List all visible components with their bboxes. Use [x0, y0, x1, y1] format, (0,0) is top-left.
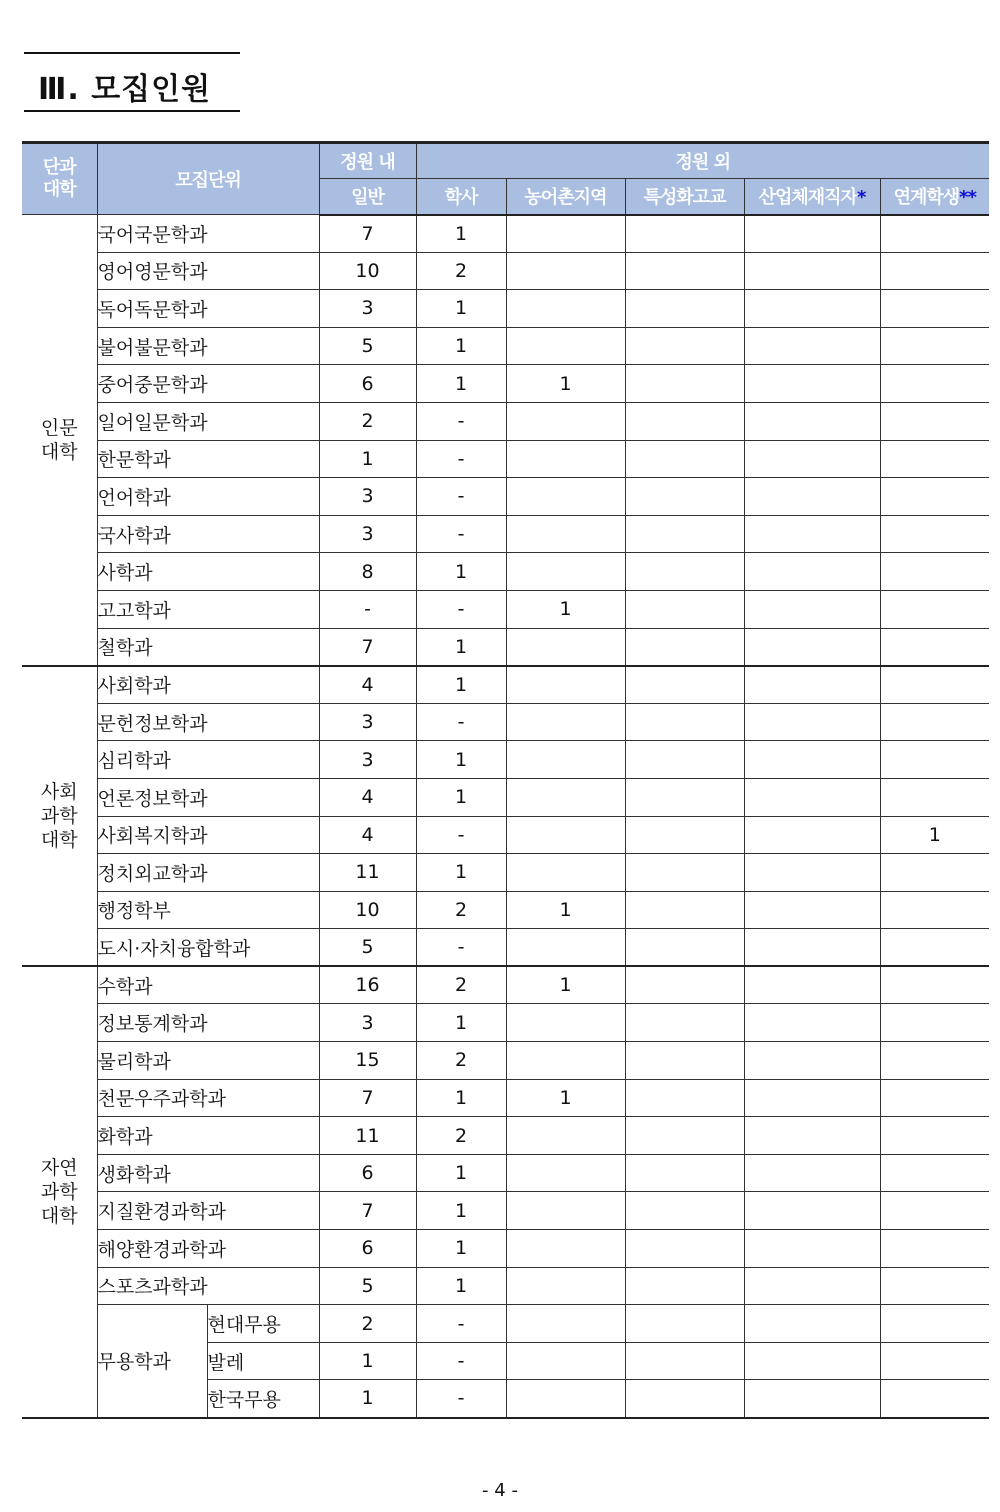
cell-linked [880, 1230, 989, 1268]
table-row [22, 478, 989, 516]
table-row [22, 1042, 989, 1080]
cell-bachelor: 1 [416, 1267, 506, 1305]
cell-bachelor: 1 [416, 1079, 506, 1117]
cell-specialized [625, 252, 744, 290]
cell-bachelor: 1 [416, 854, 506, 892]
cell-linked [880, 854, 989, 892]
cell-specialized [625, 1004, 744, 1042]
cell-industry [744, 1230, 880, 1268]
department-name: 행정학부 [97, 891, 319, 929]
section-title: Ⅲ. 모집인원 [38, 72, 212, 107]
department-name: 한문학과 [97, 440, 319, 478]
cell-specialized [625, 628, 744, 666]
department-name: 해양환경과학과 [97, 1230, 319, 1268]
header-industry-mark: * [856, 187, 866, 209]
cell-linked [880, 1342, 989, 1380]
department-name: 천문우주과학과 [97, 1079, 319, 1117]
cell-linked: 1 [880, 816, 989, 854]
department-name: 국어국문학과 [97, 215, 319, 253]
header-industry-label: 산업체재직자 [758, 187, 857, 209]
cell-general: 5 [319, 1267, 416, 1305]
cell-rural [506, 1267, 625, 1305]
cell-general: 8 [319, 553, 416, 591]
cell-general: 2 [319, 1305, 416, 1343]
cell-industry [744, 778, 880, 816]
cell-linked [880, 966, 989, 1004]
cell-general: 1 [319, 440, 416, 478]
cell-linked [880, 553, 989, 591]
header-inside-quota: 정원 내 [319, 143, 416, 179]
college-name-label: 사회 과학 대학 [40, 781, 78, 851]
cell-industry [744, 1267, 880, 1305]
cell-specialized [625, 1380, 744, 1418]
cell-industry [744, 929, 880, 967]
cell-linked [880, 778, 989, 816]
cell-industry [744, 215, 880, 253]
cell-industry [744, 966, 880, 1004]
college-name-label: 인문 대학 [40, 416, 78, 463]
cell-bachelor: - [416, 703, 506, 741]
cell-specialized [625, 1042, 744, 1080]
cell-bachelor: - [416, 590, 506, 628]
table-row [22, 515, 989, 553]
cell-linked [880, 215, 989, 253]
department-name: 철학과 [97, 628, 319, 666]
department-name: 국사학과 [97, 515, 319, 553]
cell-general: 3 [319, 478, 416, 516]
cell-linked [880, 1192, 989, 1230]
cell-general: 7 [319, 215, 416, 253]
cell-linked [880, 478, 989, 516]
table-row [22, 1154, 989, 1192]
cell-linked [880, 590, 989, 628]
cell-bachelor: - [416, 1305, 506, 1343]
cell-linked [880, 666, 989, 704]
department-name: 중어중문학과 [97, 365, 319, 403]
college-name-label: 자연 과학 대학 [40, 1156, 78, 1227]
cell-rural [506, 1042, 625, 1080]
cell-general: 3 [319, 703, 416, 741]
cell-industry [744, 891, 880, 929]
cell-rural: 1 [506, 365, 625, 403]
cell-rural [506, 778, 625, 816]
cell-rural [506, 628, 625, 666]
header-specialized-hs: 특성화고교 [625, 179, 744, 215]
cell-bachelor: 1 [416, 1004, 506, 1042]
table-row [22, 1267, 989, 1305]
department-name: 심리학과 [97, 741, 319, 779]
department-name: 수학과 [97, 966, 319, 1004]
college-name [22, 666, 97, 967]
cell-general: 6 [319, 1154, 416, 1192]
cell-rural [506, 215, 625, 253]
cell-specialized [625, 778, 744, 816]
cell-linked [880, 365, 989, 403]
table-row [22, 1305, 989, 1343]
cell-industry [744, 1192, 880, 1230]
cell-rural [506, 1004, 625, 1042]
cell-specialized [625, 1154, 744, 1192]
cell-specialized [625, 478, 744, 516]
cell-general: 5 [319, 929, 416, 967]
table-row [22, 1117, 989, 1155]
department-name: 고고학과 [97, 590, 319, 628]
cell-specialized [625, 215, 744, 253]
cell-industry [744, 327, 880, 365]
cell-linked [880, 1004, 989, 1042]
cell-linked [880, 703, 989, 741]
cell-linked [880, 327, 989, 365]
sub-department-name: 한국무용 [207, 1380, 319, 1418]
cell-bachelor: 2 [416, 891, 506, 929]
cell-rural [506, 816, 625, 854]
cell-rural [506, 252, 625, 290]
cell-industry [744, 515, 880, 553]
cell-specialized [625, 816, 744, 854]
header-unit: 모집단위 [97, 143, 319, 215]
cell-rural [506, 854, 625, 892]
cell-general: 6 [319, 365, 416, 403]
department-name: 정치외교학과 [97, 854, 319, 892]
cell-specialized [625, 703, 744, 741]
cell-specialized [625, 1267, 744, 1305]
cell-rural [506, 929, 625, 967]
cell-bachelor: - [416, 402, 506, 440]
table-row [22, 327, 989, 365]
cell-bachelor: 2 [416, 1042, 506, 1080]
cell-bachelor: - [416, 440, 506, 478]
cell-general: 2 [319, 402, 416, 440]
cell-rural [506, 666, 625, 704]
table-row [22, 1230, 989, 1268]
department-name: 문헌정보학과 [97, 703, 319, 741]
department-name: 언어학과 [97, 478, 319, 516]
cell-bachelor: 1 [416, 290, 506, 328]
table-row [22, 1079, 989, 1117]
cell-specialized [625, 553, 744, 591]
cell-general: 4 [319, 666, 416, 704]
header-general: 일반 [319, 179, 416, 215]
cell-rural [506, 290, 625, 328]
header-linked-label: 연계학생 [893, 187, 960, 209]
cell-bachelor: - [416, 1342, 506, 1380]
cell-rural [506, 553, 625, 591]
cell-specialized [625, 891, 744, 929]
cell-general: 1 [319, 1380, 416, 1418]
department-name: 사학과 [97, 553, 319, 591]
cell-specialized [625, 327, 744, 365]
cell-rural: 1 [506, 1079, 625, 1117]
cell-bachelor: 1 [416, 1154, 506, 1192]
cell-linked [880, 929, 989, 967]
table-row [22, 628, 989, 666]
cell-general: 10 [319, 891, 416, 929]
cell-rural [506, 1192, 625, 1230]
cell-specialized [625, 1117, 744, 1155]
cell-bachelor: 1 [416, 666, 506, 704]
recruitment-table [22, 141, 989, 1419]
cell-linked [880, 515, 989, 553]
cell-bachelor: 1 [416, 778, 506, 816]
cell-general: 3 [319, 741, 416, 779]
cell-industry [744, 854, 880, 892]
cell-rural: 1 [506, 590, 625, 628]
cell-industry [744, 478, 880, 516]
table-row [22, 854, 989, 892]
cell-rural [506, 1305, 625, 1343]
cell-linked [880, 741, 989, 779]
cell-general: 1 [319, 1342, 416, 1380]
cell-industry [744, 252, 880, 290]
department-name: 생화학과 [97, 1154, 319, 1192]
header-college [22, 143, 97, 215]
cell-linked [880, 1305, 989, 1343]
table-row [22, 966, 989, 1004]
cell-general: 6 [319, 1230, 416, 1268]
cell-bachelor: 2 [416, 1117, 506, 1155]
cell-specialized [625, 966, 744, 1004]
header-linked [880, 179, 989, 215]
table-row [22, 440, 989, 478]
cell-rural [506, 327, 625, 365]
cell-specialized [625, 290, 744, 328]
cell-industry [744, 290, 880, 328]
table-row [22, 703, 989, 741]
table-row [22, 1192, 989, 1230]
college-name [22, 966, 97, 1417]
cell-specialized [625, 402, 744, 440]
cell-bachelor: - [416, 478, 506, 516]
header-outside-quota: 정원 외 [416, 143, 989, 179]
table-row [22, 252, 989, 290]
cell-bachelor: 1 [416, 553, 506, 591]
department-name: 물리학과 [97, 1042, 319, 1080]
cell-linked [880, 891, 989, 929]
department-name: 독어독문학과 [97, 290, 319, 328]
cell-specialized [625, 365, 744, 403]
table-row [22, 365, 989, 403]
department-name: 언론정보학과 [97, 778, 319, 816]
table-row [22, 215, 989, 253]
cell-specialized [625, 1230, 744, 1268]
cell-bachelor: 1 [416, 365, 506, 403]
cell-specialized [625, 1192, 744, 1230]
cell-linked [880, 1042, 989, 1080]
cell-general: 7 [319, 1079, 416, 1117]
table-body [22, 215, 989, 1418]
department-name: 무용학과 [97, 1305, 207, 1418]
department-name: 일어일문학과 [97, 402, 319, 440]
cell-linked [880, 290, 989, 328]
cell-linked [880, 1079, 989, 1117]
table-header [22, 143, 989, 215]
cell-linked [880, 1380, 989, 1418]
cell-industry [744, 1154, 880, 1192]
cell-rural [506, 741, 625, 779]
cell-rural [506, 1380, 625, 1418]
header-rural: 농어촌지역 [506, 179, 625, 215]
cell-industry [744, 553, 880, 591]
cell-industry [744, 1342, 880, 1380]
college-name [22, 215, 97, 666]
cell-rural: 1 [506, 966, 625, 1004]
table-row [22, 816, 989, 854]
cell-linked [880, 1267, 989, 1305]
table-row [22, 402, 989, 440]
cell-general: 4 [319, 816, 416, 854]
cell-general: 5 [319, 327, 416, 365]
cell-linked [880, 440, 989, 478]
cell-rural [506, 515, 625, 553]
table-row [22, 290, 989, 328]
cell-general: 10 [319, 252, 416, 290]
department-name: 도시·자치융합학과 [97, 929, 319, 967]
cell-specialized [625, 854, 744, 892]
sub-department-name: 발레 [207, 1342, 319, 1380]
cell-industry [744, 628, 880, 666]
cell-industry [744, 1079, 880, 1117]
cell-industry [744, 816, 880, 854]
cell-linked [880, 628, 989, 666]
cell-linked [880, 1154, 989, 1192]
department-name: 정보통계학과 [97, 1004, 319, 1042]
department-name: 화학과 [97, 1117, 319, 1155]
cell-bachelor: 1 [416, 741, 506, 779]
cell-bachelor: - [416, 515, 506, 553]
cell-general: 4 [319, 778, 416, 816]
cell-specialized [625, 515, 744, 553]
cell-rural [506, 1117, 625, 1155]
header-bachelor: 학사 [416, 179, 506, 215]
cell-general: - [319, 590, 416, 628]
cell-general: 3 [319, 515, 416, 553]
cell-rural [506, 440, 625, 478]
cell-bachelor: 1 [416, 1192, 506, 1230]
cell-industry [744, 1380, 880, 1418]
section-title-box [24, 52, 240, 112]
cell-bachelor: 2 [416, 966, 506, 1004]
cell-specialized [625, 1305, 744, 1343]
cell-industry [744, 703, 880, 741]
cell-general: 11 [319, 1117, 416, 1155]
cell-general: 7 [319, 1192, 416, 1230]
cell-general: 3 [319, 1004, 416, 1042]
cell-rural [506, 703, 625, 741]
cell-industry [744, 365, 880, 403]
cell-specialized [625, 1079, 744, 1117]
cell-bachelor: - [416, 929, 506, 967]
table-row [22, 666, 989, 704]
table-row [22, 929, 989, 967]
table-row [22, 778, 989, 816]
table-row [22, 590, 989, 628]
cell-general: 7 [319, 628, 416, 666]
cell-bachelor: 1 [416, 628, 506, 666]
department-name: 사회복지학과 [97, 816, 319, 854]
header-industry [744, 179, 880, 215]
cell-industry [744, 1305, 880, 1343]
cell-bachelor: 1 [416, 1230, 506, 1268]
cell-industry [744, 440, 880, 478]
cell-industry [744, 590, 880, 628]
table-row [22, 891, 989, 929]
cell-industry [744, 402, 880, 440]
cell-industry [744, 1004, 880, 1042]
cell-bachelor: - [416, 816, 506, 854]
page-number: - 4 - [482, 1480, 518, 1501]
cell-bachelor: 1 [416, 327, 506, 365]
department-name: 지질환경과학과 [97, 1192, 319, 1230]
sub-department-name: 현대무용 [207, 1305, 319, 1343]
cell-rural [506, 1342, 625, 1380]
table-row [22, 741, 989, 779]
cell-specialized [625, 440, 744, 478]
cell-rural [506, 1154, 625, 1192]
cell-specialized [625, 929, 744, 967]
department-name: 스포츠과학과 [97, 1267, 319, 1305]
cell-specialized [625, 741, 744, 779]
cell-linked [880, 1117, 989, 1155]
table-row [22, 1004, 989, 1042]
cell-bachelor: 2 [416, 252, 506, 290]
cell-industry [744, 1042, 880, 1080]
cell-bachelor: 1 [416, 215, 506, 253]
cell-general: 15 [319, 1042, 416, 1080]
cell-rural [506, 1230, 625, 1268]
cell-specialized [625, 590, 744, 628]
department-name: 영어영문학과 [97, 252, 319, 290]
table-row [22, 553, 989, 591]
cell-industry [744, 1117, 880, 1155]
cell-linked [880, 252, 989, 290]
cell-general: 3 [319, 290, 416, 328]
department-name: 사회학과 [97, 666, 319, 704]
cell-bachelor: - [416, 1380, 506, 1418]
department-name: 불어불문학과 [97, 327, 319, 365]
cell-specialized [625, 666, 744, 704]
header-linked-mark: ** [959, 187, 976, 209]
cell-rural [506, 478, 625, 516]
cell-linked [880, 402, 989, 440]
cell-general: 16 [319, 966, 416, 1004]
cell-industry [744, 666, 880, 704]
cell-specialized [625, 1342, 744, 1380]
cell-industry [744, 741, 880, 779]
cell-rural: 1 [506, 891, 625, 929]
header-college-label: 단과 대학 [42, 157, 76, 200]
cell-rural [506, 402, 625, 440]
cell-general: 11 [319, 854, 416, 892]
